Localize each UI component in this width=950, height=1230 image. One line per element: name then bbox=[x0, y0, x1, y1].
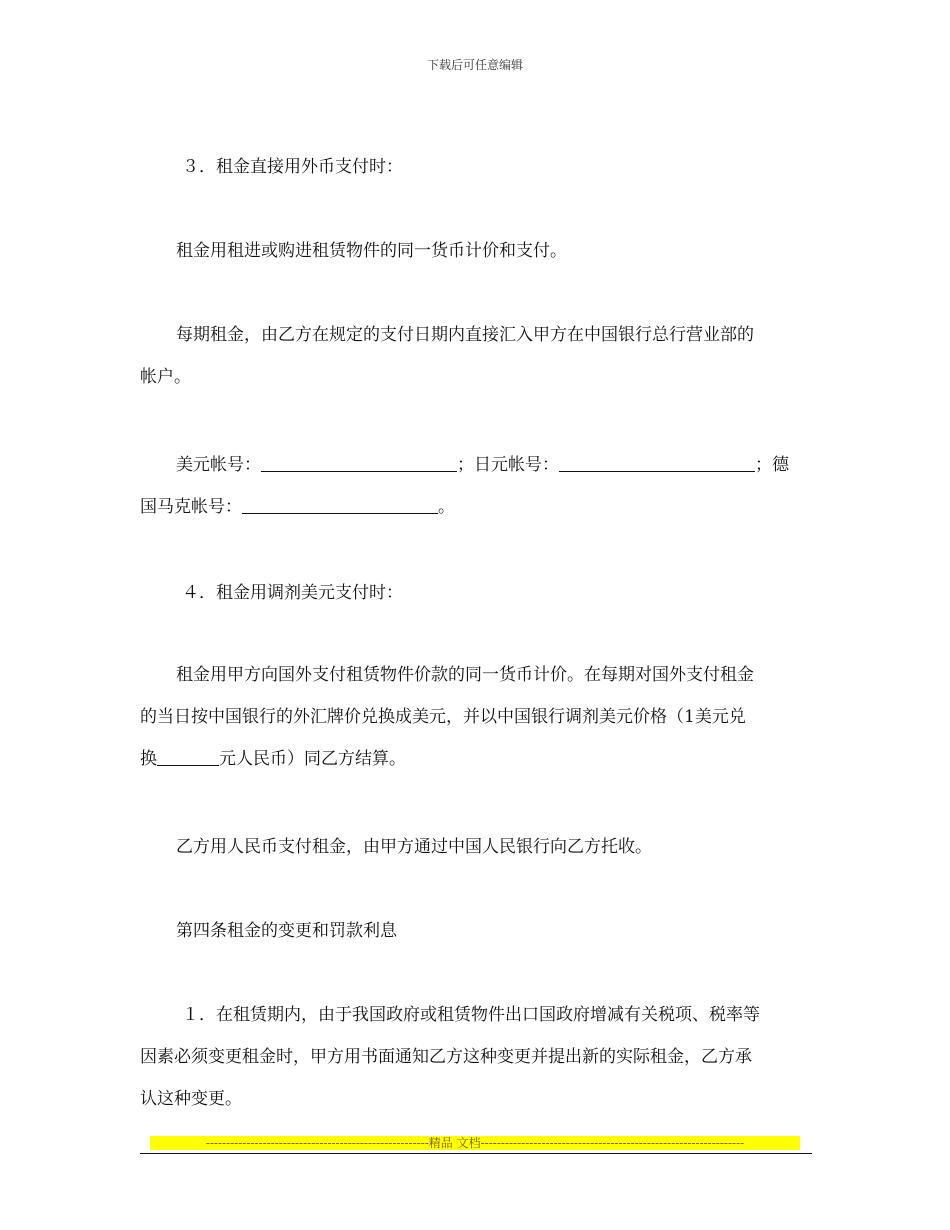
clause-3-heading: ３．租金直接用外币支付时： bbox=[182, 157, 403, 177]
footer-divider bbox=[140, 1153, 812, 1154]
paragraph-3-foreign-currency bbox=[140, 146, 812, 188]
paragraph-line: 乙方用人民币支付租金，由甲方通过中国人民银行向乙方托收。 bbox=[176, 837, 652, 857]
jpy-account-blank[interactable] bbox=[559, 453, 755, 472]
dem-account-label-start: ；德 bbox=[755, 455, 789, 475]
paragraph-line: 的当日按中国银行的外汇牌价兑换成美元，并以中国银行调剂美元价格（1美元兑 bbox=[140, 707, 746, 727]
dem-account-label: 国马克帐号： bbox=[140, 497, 242, 517]
paragraph-currency-pricing bbox=[140, 230, 812, 272]
paragraph-line: 因素必须变更租金时，甲方用书面通知乙方这种变更并提出新的实际租金，乙方承 bbox=[140, 1047, 752, 1067]
paragraph-line: 租金用甲方向国外支付租赁物件价款的同一货币计价。在每期对国外支付租金 bbox=[176, 665, 754, 685]
dem-account-blank[interactable] bbox=[242, 495, 438, 514]
usd-account-blank[interactable] bbox=[261, 453, 457, 472]
paragraph-rmb-collection bbox=[140, 826, 812, 868]
paragraph-line: 每期租金，由乙方在规定的支付日期内直接汇入甲方在中国银行总行营业部的 bbox=[176, 325, 754, 345]
account-line-1 bbox=[140, 444, 812, 486]
period: 。 bbox=[438, 497, 455, 517]
account-line-2 bbox=[140, 486, 812, 528]
footer-watermark: -------------------------------------------------------精品 文档----------------------------------------------------------------- bbox=[150, 1136, 800, 1150]
paragraph-4-adjusted-usd bbox=[140, 572, 812, 614]
paragraph-account-numbers bbox=[140, 444, 812, 528]
paragraph-line bbox=[140, 738, 812, 780]
page-header: 下载后可任意编辑 bbox=[426, 58, 523, 72]
clause-4-heading: ４．租金用调剂美元支付时： bbox=[182, 583, 403, 603]
paragraph-rent-change bbox=[140, 994, 812, 1120]
paragraph-exchange-settlement bbox=[140, 654, 812, 780]
paragraph-line: 认这种变更。 bbox=[140, 1089, 242, 1109]
text-fragment: 换 bbox=[140, 749, 157, 769]
exchange-rate-blank[interactable] bbox=[157, 747, 219, 766]
text-fragment: 元人民币）同乙方结算。 bbox=[219, 749, 406, 769]
paragraph-payment-account bbox=[140, 314, 812, 398]
jpy-account-label: ；日元帐号： bbox=[457, 455, 559, 475]
paragraph-line: 租金用租进或购进租赁物件的同一货币计价和支付。 bbox=[176, 241, 567, 261]
paragraph-line: １．在租赁期内，由于我国政府或租赁物件出口国政府增减有关税项、税率等 bbox=[182, 1005, 760, 1025]
usd-account-label: 美元帐号： bbox=[176, 455, 261, 475]
paragraph-line: 帐户。 bbox=[140, 367, 191, 387]
article-title: 第四条租金的变更和罚款利息 bbox=[176, 921, 397, 941]
article-4-heading bbox=[140, 910, 812, 952]
